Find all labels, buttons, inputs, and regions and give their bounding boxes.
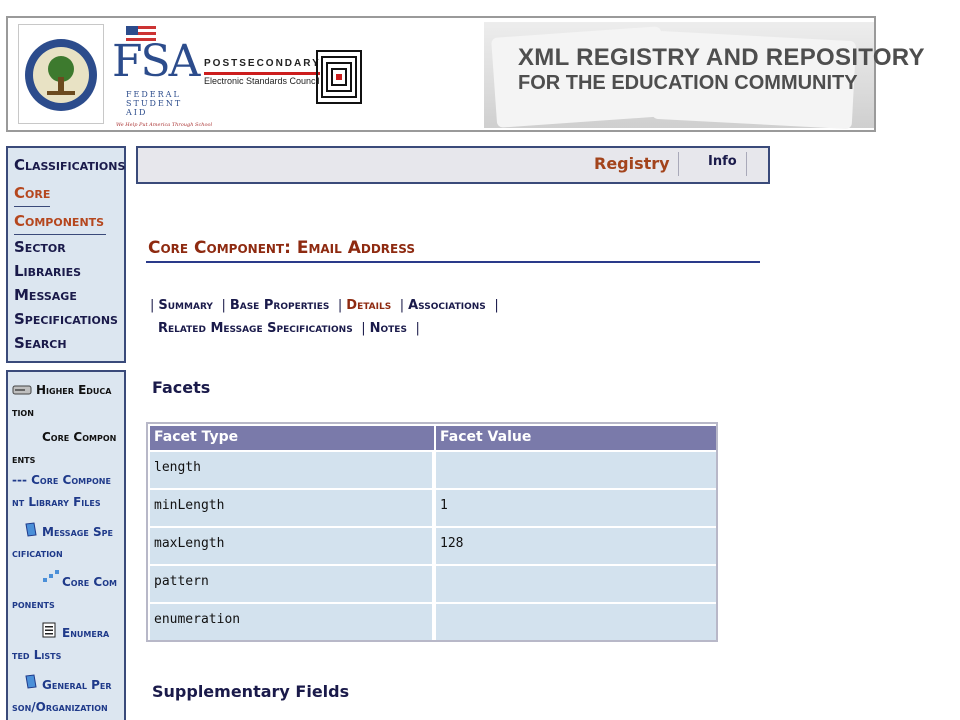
facet-type-cell: enumeration [150, 604, 432, 640]
menu-registry[interactable]: Registry [594, 154, 670, 173]
menu-separator [746, 152, 747, 176]
components-icon [42, 570, 60, 584]
nav-message[interactable]: Message [14, 286, 77, 304]
tree-navigation [6, 370, 126, 720]
facet-value-cell [436, 604, 716, 640]
tree-enumerated-lists[interactable]: Enumera [62, 626, 110, 640]
tree-core-component-library-files-cont[interactable]: nt Library Files [12, 495, 101, 509]
table-row [150, 604, 716, 640]
tree-higher-education-cont[interactable]: tion [12, 405, 34, 419]
facet-type-cell: minLength [150, 490, 432, 526]
top-menu-bar [136, 146, 770, 184]
facet-type-cell: maxLength [150, 528, 432, 564]
tab-related-message-specifications[interactable]: Related Message Specifications [158, 321, 353, 336]
tab-summary[interactable]: Summary [158, 298, 213, 313]
left-navigation [6, 146, 126, 363]
tabs-row-2: Related Message Specifications | Notes | [158, 321, 420, 336]
tree-message-specification[interactable]: Message Spe [42, 525, 113, 539]
menu-info[interactable]: Info [708, 154, 737, 169]
drive-icon [12, 384, 32, 396]
pesc-name: POSTSECONDARY [204, 58, 321, 69]
tabs-row-1: | Summary | Base Properties | Details | Associations | [150, 298, 499, 313]
fsa-tagline: We Help Put America Through School [116, 122, 213, 128]
column-header-facet-value: Facet Value [440, 429, 532, 445]
pesc-council: Electronic Standards Council [204, 76, 320, 86]
nav-components-underline [14, 234, 106, 235]
tree-core-components-folder[interactable]: Core Compon [42, 430, 117, 444]
nav-specifications[interactable]: Specifications [14, 310, 118, 328]
nav-classifications[interactable]: Classifications [14, 156, 126, 174]
document-icon [24, 522, 38, 538]
tab-notes[interactable]: Notes [369, 321, 407, 336]
pesc-red-rule [204, 72, 320, 75]
nav-core-underline [14, 206, 50, 207]
tree-higher-education[interactable]: Higher Educa [36, 383, 112, 397]
department-of-education-seal [18, 24, 104, 124]
table-row [150, 566, 716, 602]
nav-core[interactable]: Core [14, 184, 51, 202]
nav-search[interactable]: Search [14, 334, 67, 352]
fsa-wordmark: FSA [112, 36, 199, 87]
facet-value-cell [436, 452, 716, 488]
tree-general-person-organization[interactable]: General Per [42, 678, 112, 692]
facets-table [146, 422, 718, 642]
facet-type-cell: length [150, 452, 432, 488]
pesc-logo [204, 50, 364, 110]
table-row [150, 528, 716, 564]
pesc-square-mark-icon [316, 50, 362, 104]
tree-enumerated-lists-cont[interactable]: ted Lists [12, 648, 62, 662]
menu-separator [678, 152, 679, 176]
banner-title-line2: FOR THE EDUCATION COMMUNITY [518, 72, 858, 94]
column-header-facet-type: Facet Type [154, 429, 239, 445]
facets-heading: Facets [152, 378, 211, 397]
fsa-logo [112, 26, 213, 128]
facet-type-cell: pattern [150, 566, 432, 602]
nav-libraries[interactable]: Libraries [14, 262, 82, 280]
page-title: Core Component: Email Address [148, 238, 415, 258]
tree-core-components-folder-cont[interactable]: ents [12, 452, 36, 466]
tree-message-specification-cont[interactable]: cification [12, 546, 63, 560]
facet-value-cell [436, 566, 716, 602]
tab-associations[interactable]: Associations [408, 298, 486, 313]
title-divider [146, 261, 760, 263]
tree-core-components[interactable]: Core Com [62, 575, 117, 589]
facets-table-header [150, 426, 716, 450]
tree-core-components-cont[interactable]: ponents [12, 597, 55, 611]
document-icon [24, 674, 38, 690]
nav-sector[interactable]: Sector [14, 238, 66, 256]
seal-icon [23, 31, 99, 119]
supplementary-fields-heading: Supplementary Fields [152, 682, 350, 701]
facet-value-cell: 1 [436, 490, 716, 526]
tree-general-person-organization-cont[interactable]: son/Organization [12, 700, 108, 714]
tab-details[interactable]: Details [346, 298, 392, 313]
table-row [150, 490, 716, 526]
site-banner [6, 16, 925, 132]
fsa-subtitle: FEDERAL STUDENT AID [126, 90, 183, 117]
nav-components[interactable]: Components [14, 212, 105, 230]
list-icon [42, 622, 56, 638]
tab-base-properties[interactable]: Base Properties [229, 298, 330, 313]
tree-core-component-library-files[interactable]: --- Core Compone [12, 473, 111, 487]
facet-value-cell: 128 [436, 528, 716, 564]
table-row [150, 452, 716, 488]
banner-title-line1: XML REGISTRY AND REPOSITORY [518, 44, 925, 71]
